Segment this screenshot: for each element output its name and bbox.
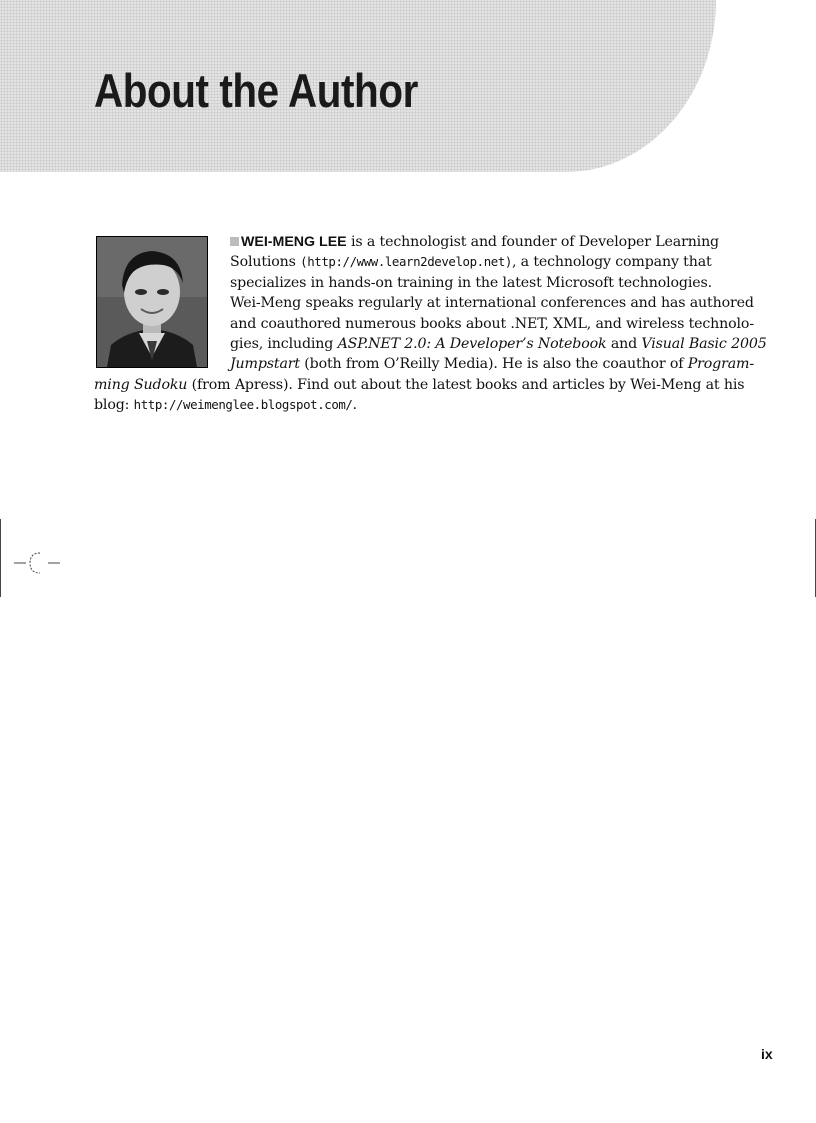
book-title: ming Sudoku — [94, 376, 188, 393]
website-url: (http://www.learn2develop.net) — [300, 254, 512, 270]
bullet-marker — [230, 237, 239, 246]
bio-line: Jumpstart (both from O’Reilly Media). He is also the coauthor of Program- — [230, 356, 754, 373]
book-title: Visual Basic 2005 — [641, 336, 767, 353]
bio-line: WEI-MENG LEE is a technologist and founder of Developer Learning — [94, 232, 714, 252]
bio-line: Solutions (http://www.learn2develop.net), a technology company that — [230, 254, 712, 271]
blog-url: http://weimenglee.blogspot.com/ — [133, 397, 353, 413]
bio-line: Wei-Meng speaks regularly at international conferences and has authored — [230, 295, 754, 312]
book-title: ASP.NET 2.0: A Developer’s Notebook — [337, 336, 607, 353]
left-crop-mark — [0, 519, 1, 597]
bio-line: specializes in hands-on training in the latest Microsoft technologies. — [230, 274, 712, 291]
bio-line: and coauthored numerous books about .NET, XML, and wireless technolo- — [230, 315, 754, 332]
registration-mark-icon — [14, 550, 62, 576]
book-title: Jumpstart — [230, 356, 300, 373]
bio-line: gies, including ASP.NET 2.0: A Developer’s Notebook and Visual Basic 2005 — [230, 336, 767, 353]
bio-line: blog: http://weimenglee.blogspot.com/. — [94, 397, 357, 414]
page-title: About the Author — [94, 64, 418, 117]
book-title: Program- — [687, 356, 754, 373]
author-bio — [94, 232, 767, 416]
bio-line: ming Sudoku (from Apress). Find out about the latest books and articles by Wei-Meng at his — [94, 376, 745, 393]
page-number: ix — [761, 1046, 773, 1062]
author-name: WEI-MENG LEE — [241, 234, 347, 250]
